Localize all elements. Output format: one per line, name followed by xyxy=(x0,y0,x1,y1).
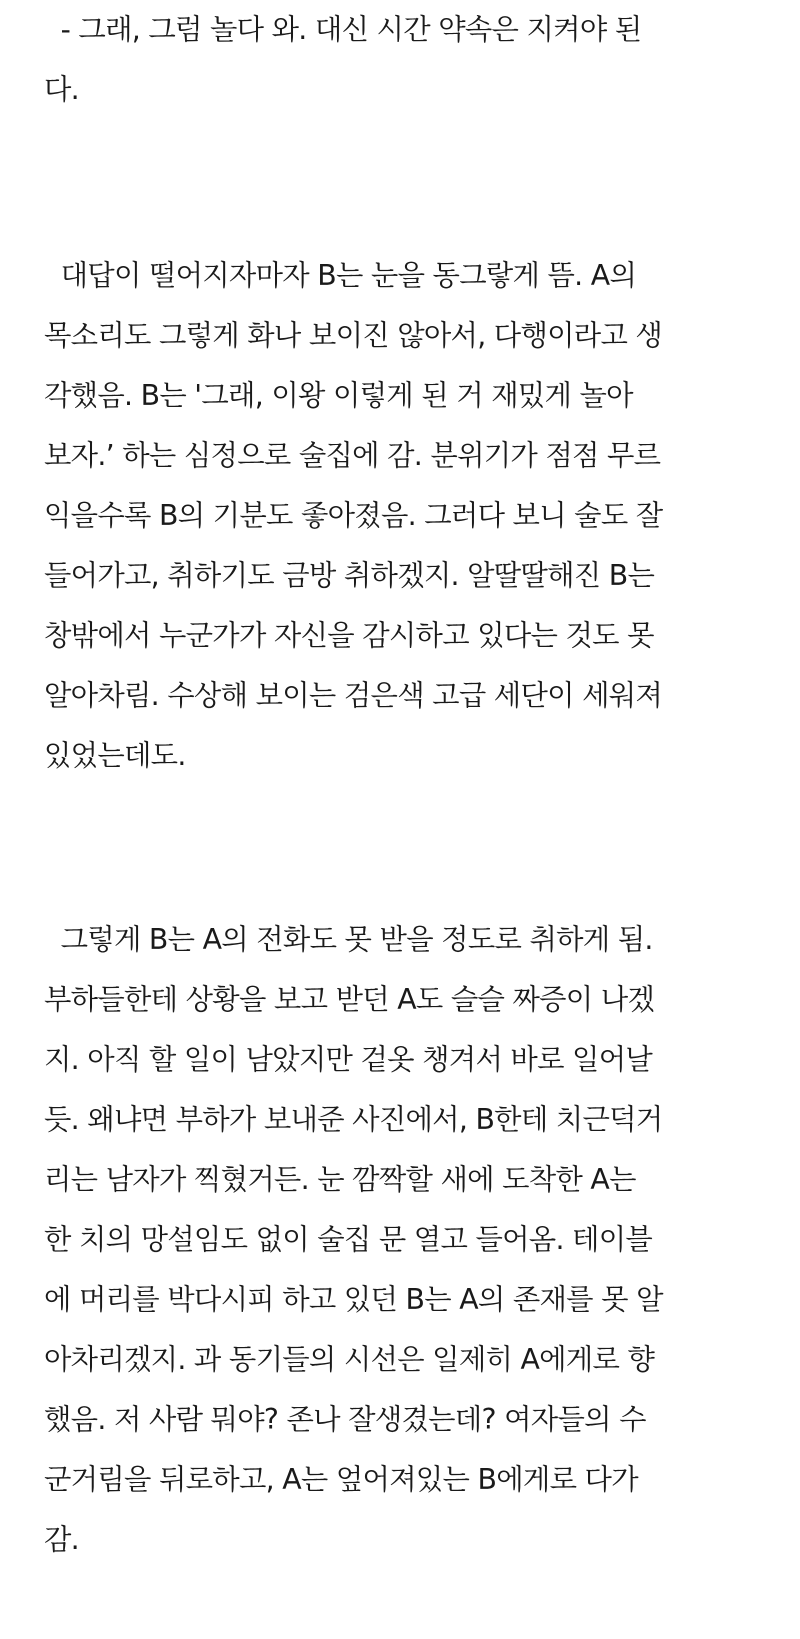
text-line: 있었는데도. xyxy=(44,739,186,772)
text-line: 리는 남자가 찍혔거든. 눈 깜짝할 새에 도착한 A는 xyxy=(44,1163,636,1196)
story-paragraph-2 xyxy=(44,246,764,786)
text-line: 들어가고, 취하기도 금방 취하겠지. 알딸딸해진 B는 xyxy=(44,559,655,592)
text-line: 했음. 저 사람 뭐야? 존나 잘생겼는데? 여자들의 수 xyxy=(44,1403,646,1436)
text-line: 듯. 왜냐면 부하가 보내준 사진에서, B한테 치근덕거 xyxy=(44,1103,663,1136)
text-line: 목소리도 그렇게 화나 보이진 않아서, 다행이라고 생 xyxy=(44,319,663,352)
text-line: 한 치의 망설임도 없이 술집 문 열고 들어옴. 테이블 xyxy=(44,1223,653,1256)
text-line: 익을수록 B의 기분도 좋아졌음. 그러다 보니 술도 잘 xyxy=(44,499,663,532)
text-line: 아차리겠지. 과 동기들의 시선은 일제히 A에게로 향 xyxy=(44,1343,655,1376)
text-line: 대답이 떨어지자마자 B는 눈을 동그랗게 뜸. A의 xyxy=(44,259,637,292)
text-line: 에 머리를 박다시피 하고 있던 B는 A의 존재를 못 알 xyxy=(44,1283,663,1316)
text-line: 다. xyxy=(44,73,79,106)
text-line: 그렇게 B는 A의 전화도 못 받을 정도로 취하게 됨. xyxy=(44,923,653,956)
story-paragraph-1 xyxy=(44,0,764,120)
text-line: 각했음. B는 '그래, 이왕 이렇게 된 거 재밌게 놀아 xyxy=(44,379,633,412)
text-line: 지. 아직 할 일이 남았지만 겉옷 챙겨서 바로 일어날 xyxy=(44,1043,653,1076)
text-line: 부하들한테 상황을 보고 받던 A도 슬슬 짜증이 나겠 xyxy=(44,983,655,1016)
text-line: 군거림을 뒤로하고, A는 엎어져있는 B에게로 다가 xyxy=(44,1463,638,1496)
text-line: 창밖에서 누군가가 자신을 감시하고 있다는 것도 못 xyxy=(44,619,654,652)
text-line: - 그래, 그럼 놀다 와. 대신 시간 약속은 지켜야 된 xyxy=(44,13,642,46)
text-line: 알아차림. 수상해 보이는 검은색 고급 세단이 세워져 xyxy=(44,679,663,712)
text-line: 감. xyxy=(44,1523,79,1556)
story-paragraph-3 xyxy=(44,910,764,1570)
text-line: 보자.’ 하는 심정으로 술집에 감. 분위기가 점점 무르 xyxy=(44,439,661,472)
